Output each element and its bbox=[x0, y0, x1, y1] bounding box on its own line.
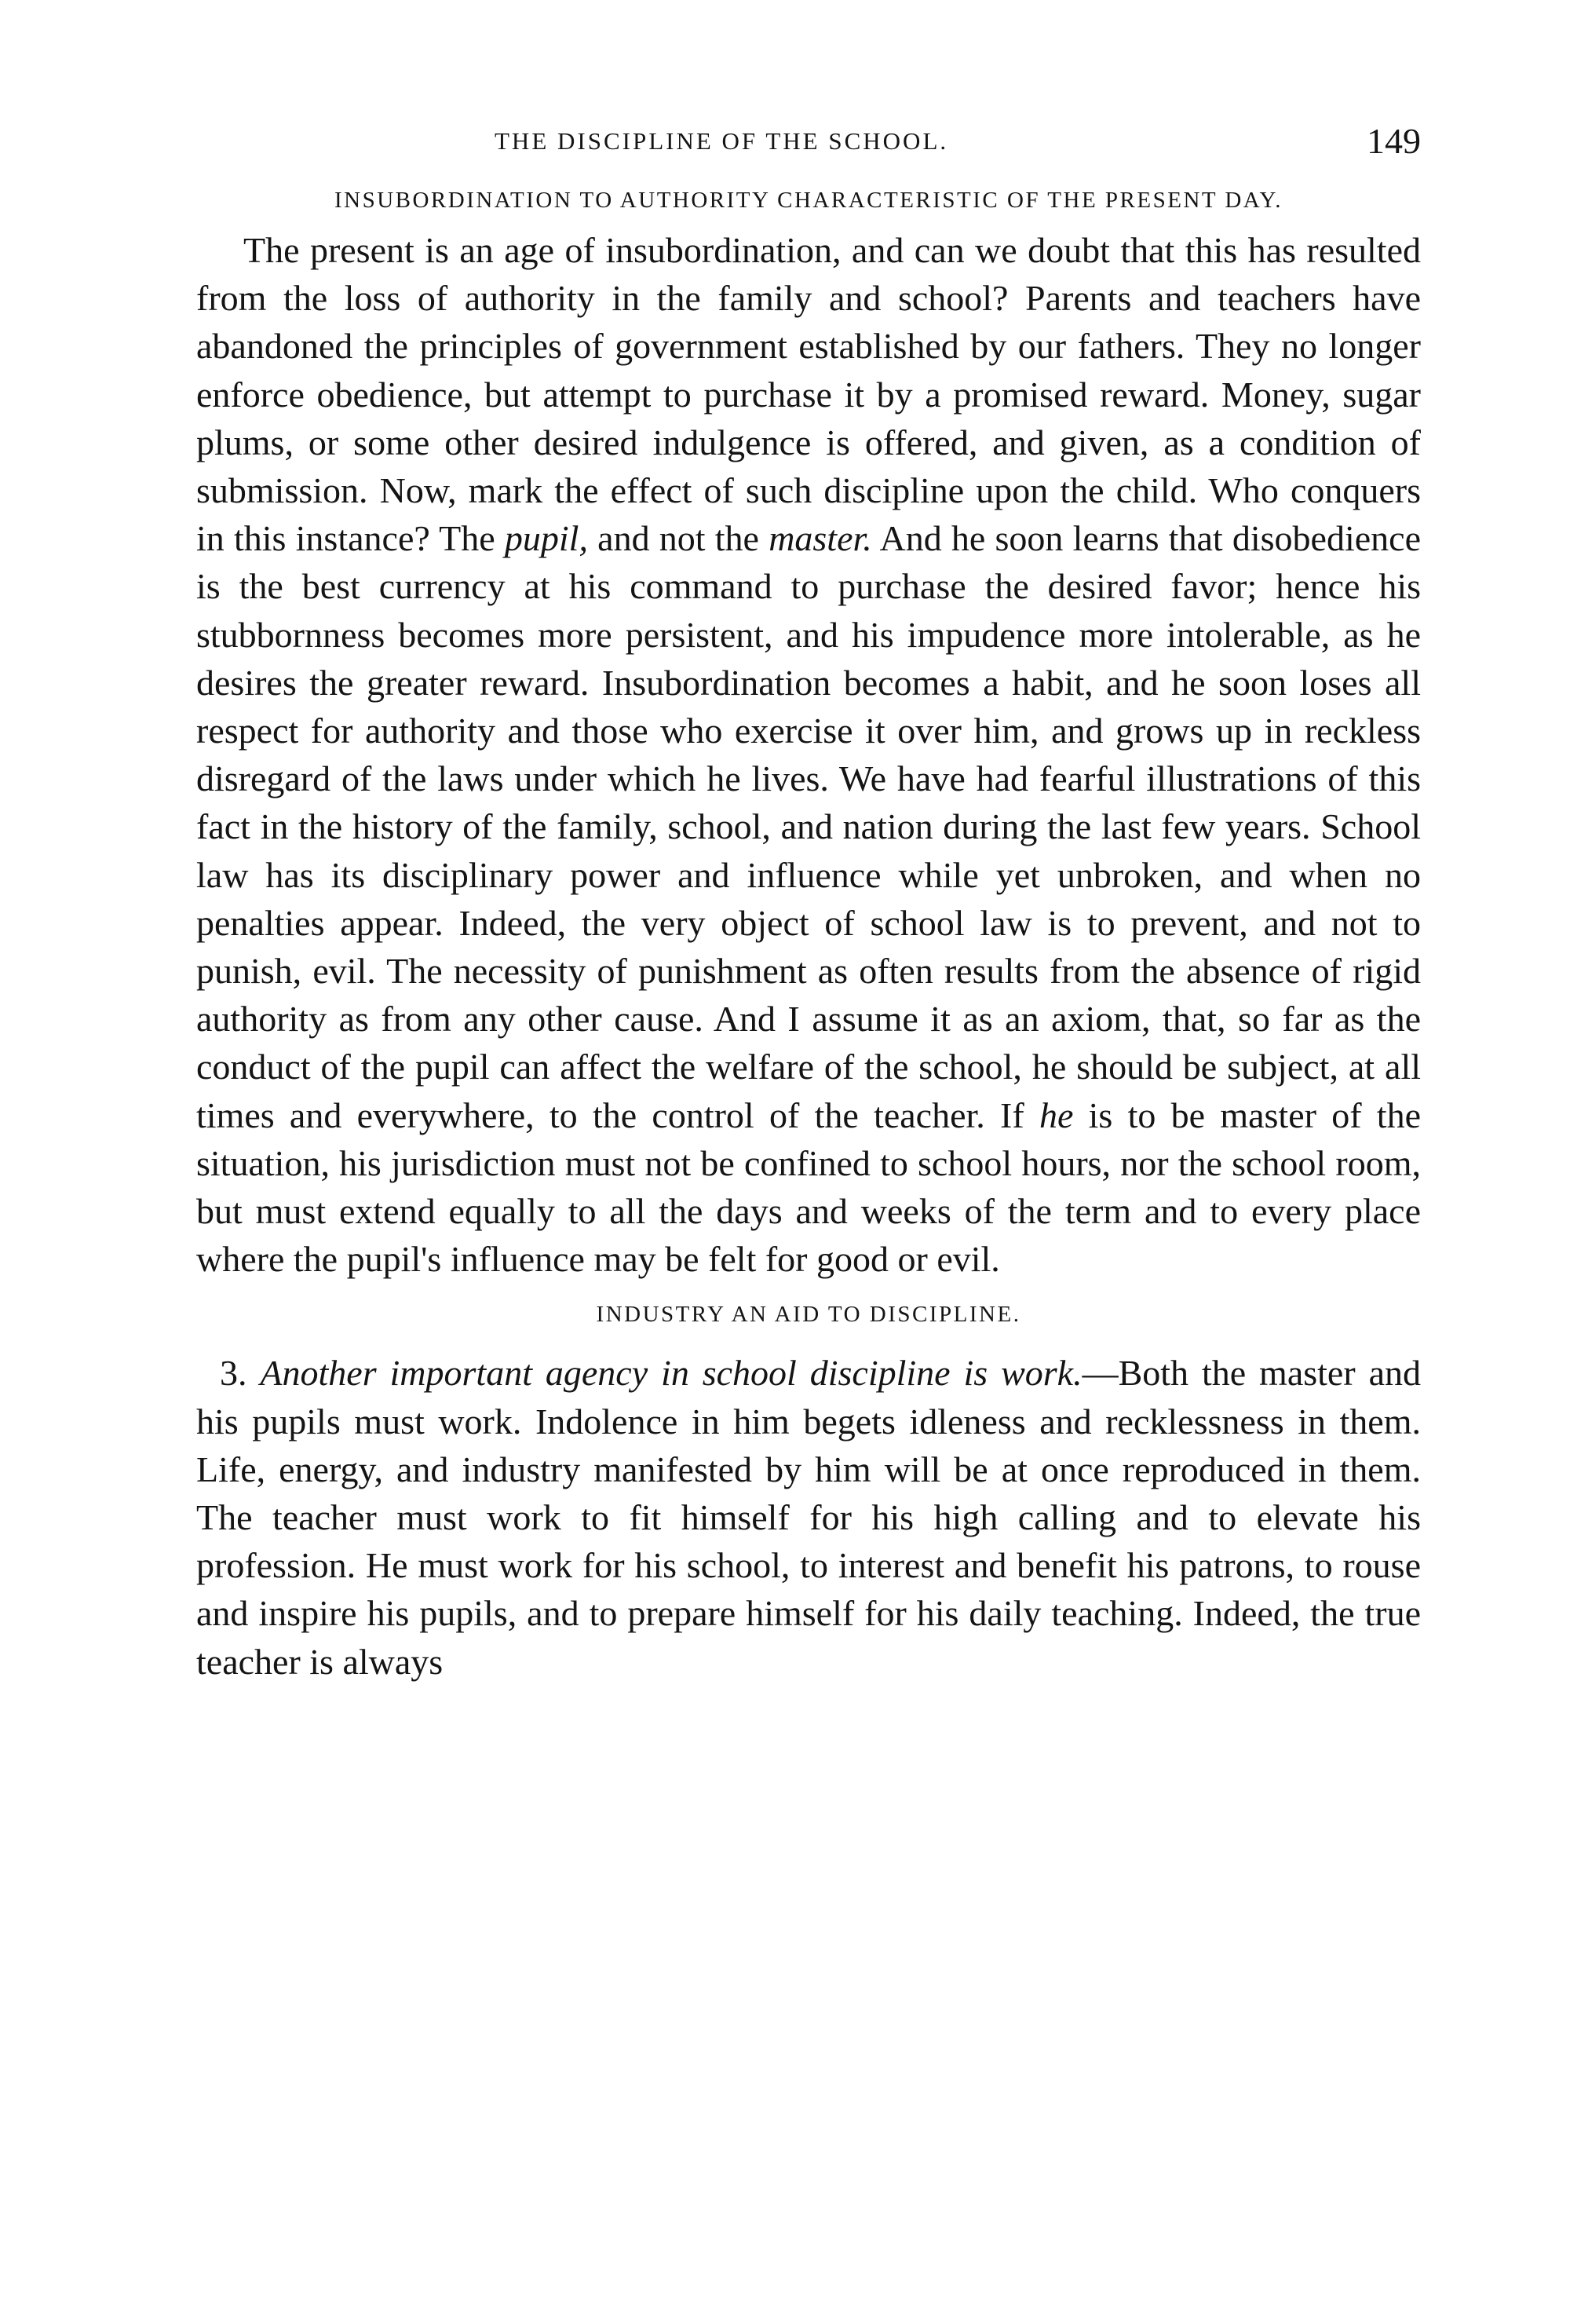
paragraph-text-c: is to be master of the situation, his jurisdiction must not be confined to school hours, nor the school room, but must extend equally to all the days and weeks of the term and to every place where the pupil's influence may be felt for good or evil. bbox=[196, 1094, 1421, 1280]
emphasis-lead: Another important agency in school discipline is work. bbox=[260, 1353, 1083, 1394]
paragraph-text-and-not: and not the bbox=[587, 518, 769, 559]
section-heading-industry: INDUSTRY AN AID TO DISCIPLINE. bbox=[596, 1302, 1021, 1328]
running-title: THE DISCIPLINE OF THE SCHOOL. bbox=[495, 127, 949, 155]
paragraph-industry bbox=[196, 1349, 1421, 1685]
page-number: 149 bbox=[1367, 121, 1421, 161]
section-heading-insubordination: INSUBORDINATION TO AUTHORITY CHARACTERISTIC OF THE PRESENT DAY. bbox=[334, 188, 1283, 213]
emphasis-master: master. bbox=[769, 518, 872, 559]
paragraph-text-b: And he soon learns that disobedience is the best currency at his command to purchase the desired favor; hence his stubbornness becomes more persistent, and his impudence more intolerable, as he desires the greater reward. Insubordination becomes a habit, and he soon loses all respect for authority and those who exercise it over him, and grows up in reckless disregard of the laws under which he lives. We have had fearful illustrations of this fact in the history of the family, school, and nation during the last few years. School law has its disciplinary power and influence while yet unbroken, and when no penalties appear. Indeed, the very object of school law is to prevent, and not to punish, evil. The necessity of punishment as often results from the absence of rigid authority as from any other cause. And I assume it as an axiom, that, so far as the conduct of the pupil can affect the welfare of the school, he should be subject, at all times and everywhere, to the control of the teacher. If bbox=[196, 518, 1421, 1135]
paragraph-number: 3. bbox=[220, 1353, 261, 1394]
paragraph-text-industry: —Both the master and his pupils must work. Indolence in him begets idleness and recklessness in them. Life, energy, and industry manifested by him will be at once reproduced in them. The teacher must work to fit himself for his high calling and to elevate his profession. He must work for his school, to interest and benefit his patrons, to rouse and inspire his pupils, and to prepare himself for his daily teaching. Indeed, the true teacher is always bbox=[196, 1353, 1421, 1682]
running-head bbox=[196, 118, 1421, 165]
book-page bbox=[196, 118, 1421, 1686]
emphasis-pupil: pupil, bbox=[504, 518, 588, 559]
paragraph-insubordination bbox=[196, 226, 1421, 1283]
emphasis-he: he bbox=[1039, 1094, 1074, 1135]
paragraph-text-a: The present is an age of insubordination, and can we doubt that this has resulted from the loss of authority in the family and school? Parents and teachers have abandoned the principles of government established by our fathers. They no longer enforce obedience, but attempt to purchase it by a promised reward. Money, sugar plums, or some other desired indulgence is offered, and given, as a condition of submission. Now, mark the effect of such discipline upon the child. Who conquers in this instance? The bbox=[196, 230, 1421, 559]
